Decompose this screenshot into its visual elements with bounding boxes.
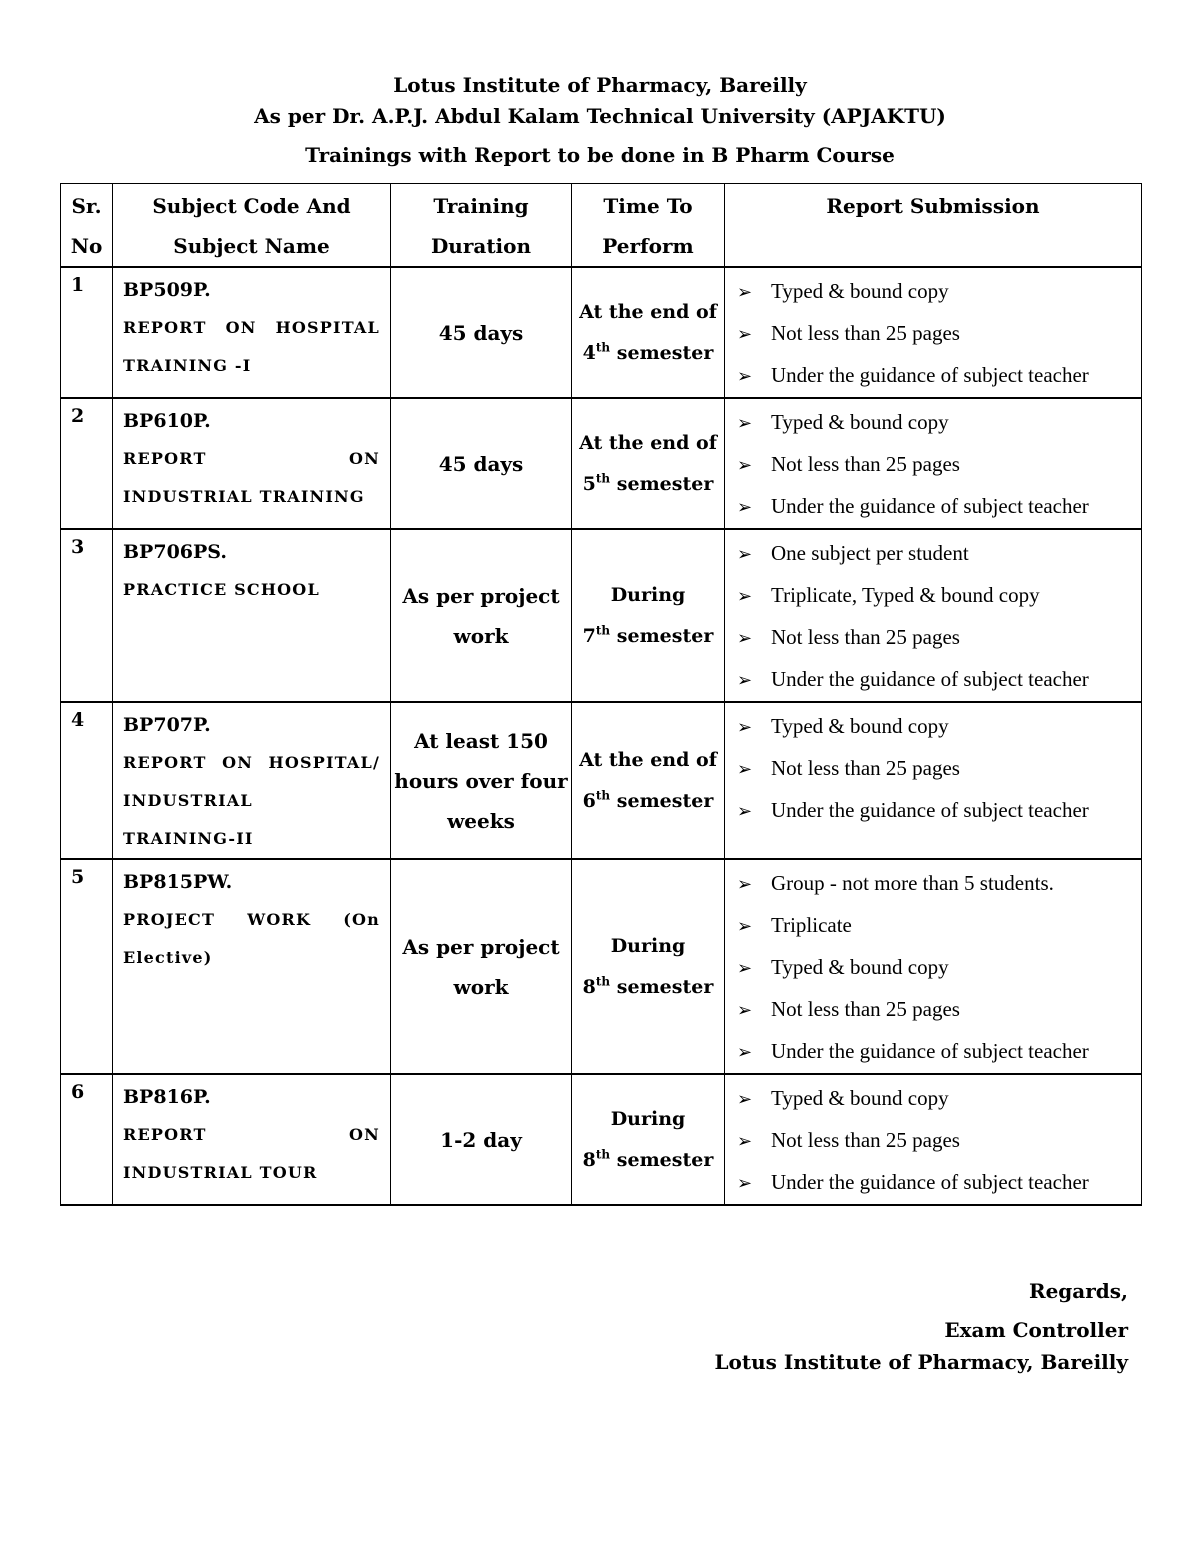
row-report: [725, 702, 1142, 859]
list-item: [737, 748, 1141, 790]
report-requirement: Triplicate, Typed & bound copy: [771, 583, 1040, 607]
report-requirement: Group - not more than 5 students.: [771, 871, 1054, 895]
subject-name-line: REPORT ON HOSPITAL/: [123, 753, 380, 772]
table-row: [61, 529, 1142, 702]
semester-word: semester: [616, 624, 714, 647]
subject-name-line: REPORT ON: [123, 449, 380, 468]
row-sr: 5: [61, 859, 113, 1074]
arrow-bullet-icon: ➢: [737, 366, 753, 387]
list-item: [737, 486, 1141, 528]
row-time: [572, 859, 725, 1074]
row-duration: 45 days: [391, 267, 572, 398]
ordinal-suffix: th: [595, 340, 611, 355]
row-time: [572, 529, 725, 702]
duration-line: As per project: [402, 583, 560, 608]
header-sr-no: [61, 184, 113, 268]
semester-word: semester: [616, 975, 714, 998]
report-requirement: Not less than 25 pages: [771, 321, 960, 345]
ordinal-suffix: th: [595, 623, 611, 638]
institute-title: Lotus Institute of Pharmacy, Bareilly: [393, 73, 807, 97]
duration-line: As per project: [402, 934, 560, 959]
arrow-bullet-icon: ➢: [737, 1089, 753, 1110]
header-subject-line1: Subject Code And: [152, 194, 351, 218]
report-requirement: One subject per student: [771, 541, 969, 565]
report-requirement: Typed & bound copy: [771, 955, 949, 979]
report-requirement: Not less than 25 pages: [771, 756, 960, 780]
list-item: [737, 1078, 1141, 1120]
semester-number: 5: [582, 472, 596, 495]
subject-name-line: PROJECT WORK (On: [123, 910, 380, 929]
row-time: [572, 267, 725, 398]
row-subject: [113, 702, 391, 859]
row-sr: 4: [61, 702, 113, 859]
list-item: [737, 863, 1141, 905]
row-sr: 6: [61, 1074, 113, 1205]
signature-regards: Regards,: [1028, 1279, 1128, 1303]
report-requirement: Typed & bound copy: [771, 279, 949, 303]
table-header-row: [61, 184, 1142, 268]
subject-code: BP509P.: [123, 279, 211, 301]
report-requirement: Under the guidance of subject teacher: [771, 667, 1089, 691]
subject-code: BP816P.: [123, 1086, 211, 1108]
row-report: [725, 267, 1142, 398]
report-requirement: Typed & bound copy: [771, 1086, 949, 1110]
header-sr-line2: No: [70, 234, 103, 258]
time-line1: At the end of: [579, 748, 717, 771]
arrow-bullet-icon: ➢: [737, 958, 753, 979]
subject-name-line: TRAINING-II: [123, 829, 254, 848]
subject-code: BP815PW.: [123, 871, 233, 893]
duration-line: work: [453, 623, 509, 648]
table-row: [61, 1074, 1142, 1205]
arrow-bullet-icon: ➢: [737, 717, 753, 738]
row-subject: [113, 529, 391, 702]
arrow-bullet-icon: ➢: [737, 586, 753, 607]
row-time: [572, 702, 725, 859]
arrow-bullet-icon: ➢: [737, 628, 753, 649]
arrow-bullet-icon: ➢: [737, 282, 753, 303]
subject-code: BP706PS.: [123, 541, 227, 563]
arrow-bullet-icon: ➢: [737, 759, 753, 780]
duration-line: weeks: [447, 808, 515, 833]
list-item: [737, 617, 1141, 659]
arrow-bullet-icon: ➢: [737, 670, 753, 691]
subject-name-line: REPORT ON HOSPITAL: [123, 318, 380, 337]
report-requirement: Not less than 25 pages: [771, 997, 960, 1021]
list-item: [737, 659, 1141, 701]
list-item: [737, 271, 1141, 313]
arrow-bullet-icon: ➢: [737, 1042, 753, 1063]
arrow-bullet-icon: ➢: [737, 497, 753, 518]
row-time: [572, 398, 725, 529]
list-item: [737, 706, 1141, 748]
list-item: [737, 1031, 1141, 1073]
arrow-bullet-icon: ➢: [737, 801, 753, 822]
list-item: [737, 575, 1141, 617]
time-line2: [572, 616, 724, 657]
list-item: [737, 905, 1141, 947]
semester-number: 8: [582, 1148, 596, 1171]
semester-number: 8: [582, 975, 596, 998]
row-time: [572, 1074, 725, 1205]
row-subject: [113, 398, 391, 529]
table-row: [61, 859, 1142, 1074]
university-subtitle: As per Dr. A.P.J. Abdul Kalam Technical University (APJAKTU): [254, 104, 946, 128]
row-duration: [391, 529, 572, 702]
subject-name-line: PRACTICE SCHOOL: [123, 580, 320, 599]
list-item: [737, 533, 1141, 575]
list-item: [737, 989, 1141, 1031]
document-title: Trainings with Report to be done in B Pharm Course: [305, 143, 895, 167]
row-sr: 1: [61, 267, 113, 398]
row-subject: [113, 267, 391, 398]
time-line1: During: [610, 934, 686, 957]
report-requirement: Under the guidance of subject teacher: [771, 1170, 1089, 1194]
report-requirement: Triplicate: [771, 913, 852, 937]
semester-number: 4: [582, 341, 596, 364]
list-item: [737, 790, 1141, 832]
header-subject-line2: Subject Name: [173, 234, 330, 258]
report-requirement: Under the guidance of subject teacher: [771, 363, 1089, 387]
report-requirement: Not less than 25 pages: [771, 452, 960, 476]
list-item: [737, 313, 1141, 355]
list-item: [737, 947, 1141, 989]
arrow-bullet-icon: ➢: [737, 544, 753, 565]
ordinal-suffix: th: [595, 974, 611, 989]
subject-name-line: Elective): [123, 948, 213, 967]
subject-name-line: INDUSTRIAL TRAINING: [123, 487, 365, 506]
arrow-bullet-icon: ➢: [737, 455, 753, 476]
row-sr: 2: [61, 398, 113, 529]
row-report: [725, 529, 1142, 702]
arrow-bullet-icon: ➢: [737, 1131, 753, 1152]
time-line1: At the end of: [579, 300, 717, 323]
time-line1: At the end of: [579, 431, 717, 454]
signature-title: Exam Controller: [944, 1318, 1128, 1342]
time-line2: [572, 333, 724, 374]
duration-line: At least 150: [414, 728, 548, 753]
row-report: [725, 859, 1142, 1074]
arrow-bullet-icon: ➢: [737, 1173, 753, 1194]
semester-number: 6: [582, 789, 596, 812]
header-sr-line1: Sr.: [71, 194, 102, 218]
header-duration-line2: Duration: [430, 234, 532, 258]
ordinal-suffix: th: [595, 788, 611, 803]
header-time-line1: Time To: [603, 194, 693, 218]
semester-number: 7: [582, 624, 596, 647]
ordinal-suffix: th: [595, 471, 611, 486]
row-subject: [113, 1074, 391, 1205]
time-line2: [572, 1140, 724, 1181]
signature-institute: Lotus Institute of Pharmacy, Bareilly: [714, 1350, 1128, 1374]
row-duration: 1-2 day: [391, 1074, 572, 1205]
header-duration-line1: Training: [433, 194, 529, 218]
semester-word: semester: [616, 789, 714, 812]
arrow-bullet-icon: ➢: [737, 324, 753, 345]
row-duration: 45 days: [391, 398, 572, 529]
table-row: [61, 702, 1142, 859]
duration-line: work: [453, 974, 509, 999]
time-line2: [572, 967, 724, 1008]
time-line2: [572, 464, 724, 505]
header-report-label: Report Submission: [826, 194, 1040, 218]
trainings-table: [60, 183, 1142, 1206]
row-subject: [113, 859, 391, 1074]
row-report: [725, 1074, 1142, 1205]
time-line1: During: [610, 1107, 686, 1130]
arrow-bullet-icon: ➢: [737, 1000, 753, 1021]
list-item: [737, 444, 1141, 486]
time-line1: During: [610, 583, 686, 606]
list-item: [737, 1120, 1141, 1162]
table-row: [61, 398, 1142, 529]
report-requirement: Under the guidance of subject teacher: [771, 1039, 1089, 1063]
header-subject: [113, 184, 391, 268]
subject-name-line: INDUSTRIAL: [123, 791, 253, 810]
table-row: [61, 267, 1142, 398]
list-item: [737, 1162, 1141, 1204]
row-report: [725, 398, 1142, 529]
arrow-bullet-icon: ➢: [737, 874, 753, 895]
semester-word: semester: [616, 472, 714, 495]
subject-code: BP610P.: [123, 410, 211, 432]
semester-word: semester: [616, 1148, 714, 1171]
report-requirement: Under the guidance of subject teacher: [771, 798, 1089, 822]
report-requirement: Not less than 25 pages: [771, 625, 960, 649]
header-time: [572, 184, 725, 268]
row-sr: 3: [61, 529, 113, 702]
arrow-bullet-icon: ➢: [737, 413, 753, 434]
arrow-bullet-icon: ➢: [737, 916, 753, 937]
row-duration: [391, 702, 572, 859]
report-requirement: Typed & bound copy: [771, 714, 949, 738]
subject-name-line: INDUSTRIAL TOUR: [123, 1163, 318, 1182]
report-requirement: Not less than 25 pages: [771, 1128, 960, 1152]
subject-name-line: REPORT ON: [123, 1125, 380, 1144]
header-duration: [391, 184, 572, 268]
row-duration: [391, 859, 572, 1074]
ordinal-suffix: th: [595, 1147, 611, 1162]
semester-word: semester: [616, 341, 714, 364]
report-requirement: Typed & bound copy: [771, 410, 949, 434]
report-requirement: Under the guidance of subject teacher: [771, 494, 1089, 518]
list-item: [737, 355, 1141, 397]
duration-line: hours over four: [394, 768, 568, 793]
subject-name-line: TRAINING -I: [123, 356, 252, 375]
header-time-line2: Perform: [602, 234, 694, 258]
time-line2: [572, 781, 724, 822]
subject-code: BP707P.: [123, 714, 211, 736]
list-item: [737, 402, 1141, 444]
header-report: [725, 184, 1142, 268]
